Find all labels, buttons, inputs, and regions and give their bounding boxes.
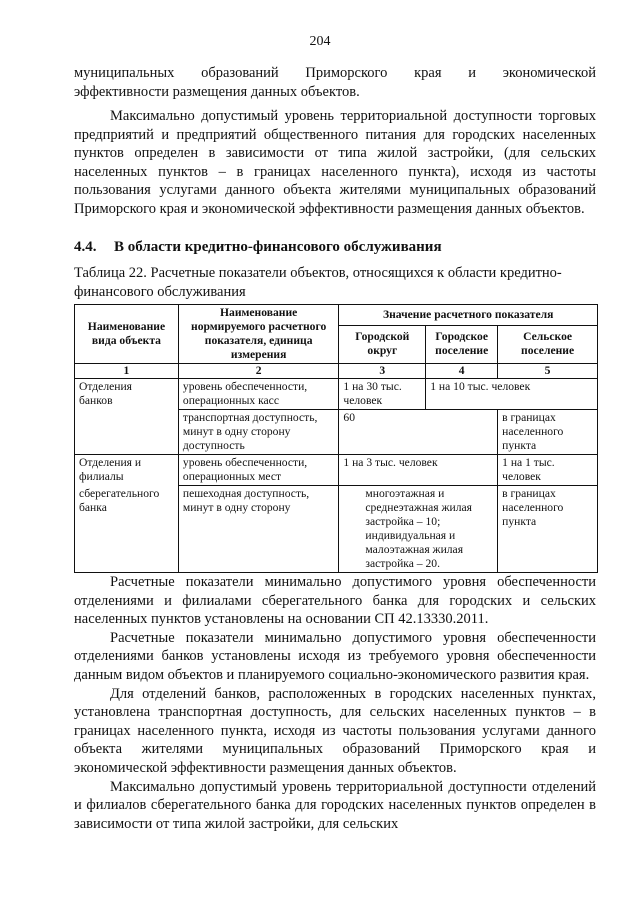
page-number: 204 — [309, 34, 331, 49]
table-caption: Таблица 22. Расчетные показатели объектов, относящихся к области кредитно-финансового обслуживания — [74, 265, 562, 300]
paragraph-4: Для отделений банков, расположенных в городских населенных пунктах, установлена транспортная доступность, для сельских населенных пунктов – в границах населенного пункта, исходя из частоты пользования услугами данного объекта жителями муниципальных образований Приморского края и экономической эффективности размещения данных объектов. — [74, 685, 596, 776]
table-22 — [74, 304, 598, 573]
header-urban-settlement: Городское поселение — [426, 325, 498, 363]
table-row — [75, 486, 598, 573]
table-row — [75, 379, 598, 410]
col-index: 1 — [75, 364, 179, 379]
paragraph-3: Расчетные показатели минимально допустимого уровня обеспеченности отделениями банков установлены исходя из требуемого уровня обеспеченности данным видом объектов и планируемого социально-экономического развития края. — [74, 629, 596, 683]
cell-value-city: 1 на 30 тыс. человек — [339, 379, 426, 410]
col-index: 2 — [178, 364, 339, 379]
col-index: 5 — [498, 364, 598, 379]
cell-indicator: уровень обеспеченности, операционных касс — [178, 379, 339, 410]
table-index-row — [75, 364, 598, 379]
cell-object-name-cont: сберегательного банка — [75, 486, 179, 573]
header-city-district: Городской округ — [339, 325, 426, 363]
paragraph-2: Расчетные показатели минимально допустимого уровня обеспеченности отделениями и филиалами сберегательного банка для городских и сельских населенных пунктов установлены на основании СП 42.13330.2011. — [74, 574, 596, 628]
paragraph-1: Максимально допустимый уровень территориальной доступности торговых предприятий и предприятий общественного питания для городских населенных пунктов определен в зависимости от типа жилой застройки, (для сельских населенных пунктов – в границах населенного пункта), исходя из частоты пользования услугами данного объекта жителями муниципальных образований Приморского края и экономической эффективности размещения данных объектов. — [74, 108, 596, 217]
cell-indicator: пешеходная доступность, минут в одну сторону — [178, 486, 339, 573]
header-value-group: Значение расчетного показателя — [339, 305, 598, 326]
intro-line-1: муниципальных образований Приморского края и экономической — [74, 65, 596, 81]
section-heading — [74, 239, 442, 256]
intro-line-2: эффективности размещения данных объектов. — [74, 83, 360, 100]
cell-object-name: Отделения и филиалы — [75, 455, 179, 486]
table-row — [75, 455, 598, 486]
cell-value-city-urban: 60 — [339, 410, 498, 455]
section-title: В области кредитно-финансового обслуживания — [114, 239, 442, 255]
header-rural-settlement: Сельское поселение — [498, 325, 598, 363]
col-index: 3 — [339, 364, 426, 379]
header-indicator: Наименование нормируемого расчетного показателя, единица измерения — [178, 305, 339, 364]
text-after-table — [74, 573, 596, 833]
cell-value-city-urban: 1 на 3 тыс. человек — [339, 455, 498, 486]
intro-paragraph — [74, 64, 596, 101]
table-header-row — [75, 305, 598, 326]
cell-value-urban-rural: 1 на 10 тыс. человек — [426, 379, 598, 410]
cell-indicator: транспортная доступность, минут в одну сторону доступность — [178, 410, 339, 455]
cell-value-rural: в границах населенного пункта — [498, 410, 598, 455]
cell-indicator: уровень обеспеченности, операционных мест — [178, 455, 339, 486]
header-object-type: Наименование вида объекта — [75, 305, 179, 364]
paragraph-5: Максимально допустимый уровень территориальной доступности отделений и филиалов сберегательного банка для городских населенных пунктов определен в зависимости от типа жилой застройки, для сельских — [74, 778, 596, 832]
col-index: 4 — [426, 364, 498, 379]
section-number: 4.4. — [74, 239, 97, 255]
cell-value-rural: в границах населенного пункта — [498, 486, 598, 573]
cell-object-name: Отделения банков — [75, 379, 179, 455]
cell-value-city-urban: многоэтажная и среднеэтажная жилая застройка – 10; индивидуальная и малоэтажная жилая застройка – 20. — [339, 486, 498, 573]
paragraph-accessibility-trade — [74, 107, 596, 219]
cell-value-rural: 1 на 1 тыс. человек — [498, 455, 598, 486]
